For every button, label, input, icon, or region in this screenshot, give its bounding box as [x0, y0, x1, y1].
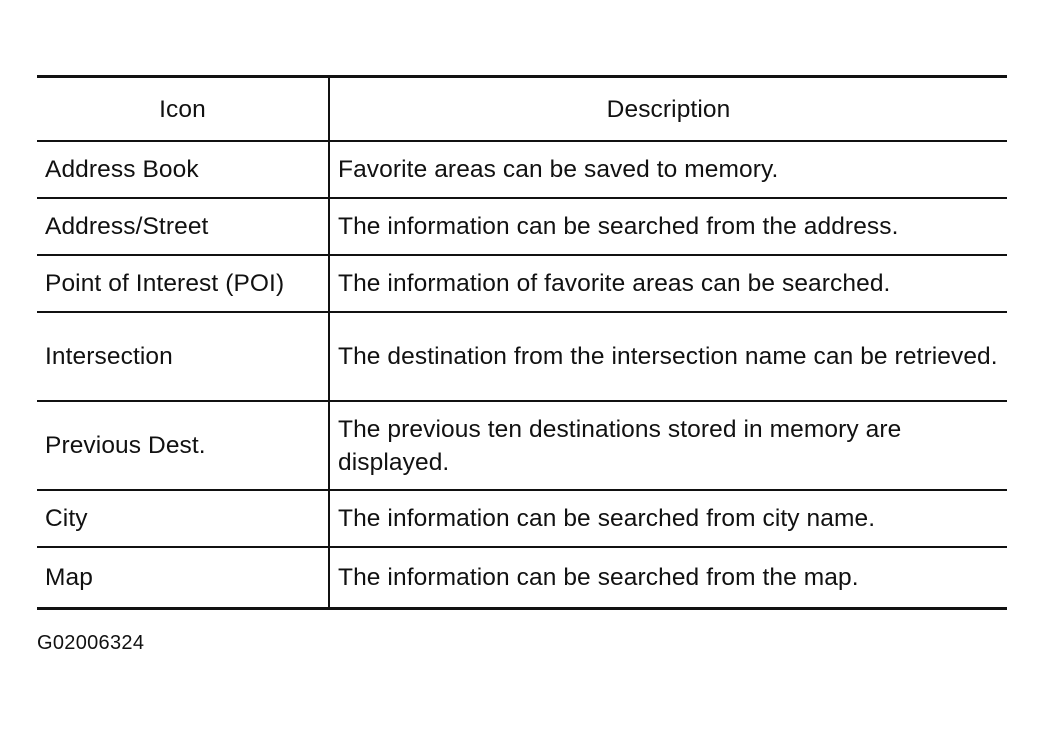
table-header-row	[37, 77, 1007, 142]
icon-name-cell: Map	[37, 547, 329, 609]
table-row	[37, 547, 1007, 609]
table-row	[37, 490, 1007, 547]
description-cell: The information can be searched from city name.	[329, 490, 1007, 547]
icon-column-header: Icon	[37, 77, 329, 142]
table-row	[37, 198, 1007, 255]
table-row	[37, 401, 1007, 490]
description-cell: The previous ten destinations stored in memory are displayed.	[329, 401, 1007, 490]
icon-name-cell: Point of Interest (POI)	[37, 255, 329, 312]
table-row	[37, 141, 1007, 198]
icon-name-cell: Address Book	[37, 141, 329, 198]
icon-name-cell: Intersection	[37, 312, 329, 401]
description-cell: The information can be searched from the address.	[329, 198, 1007, 255]
description-cell: The information of favorite areas can be searched.	[329, 255, 1007, 312]
description-cell: Favorite areas can be saved to memory.	[329, 141, 1007, 198]
figure-id: G02006324	[37, 632, 145, 654]
icon-description-table	[37, 75, 1007, 610]
icon-name-cell: Address/Street	[37, 198, 329, 255]
icon-name-cell: Previous Dest.	[37, 401, 329, 490]
table-row	[37, 255, 1007, 312]
description-cell: The information can be searched from the map.	[329, 547, 1007, 609]
table-row	[37, 312, 1007, 401]
description-cell: The destination from the intersection name can be retrieved.	[329, 312, 1007, 401]
description-column-header: Description	[329, 77, 1007, 142]
icon-name-cell: City	[37, 490, 329, 547]
